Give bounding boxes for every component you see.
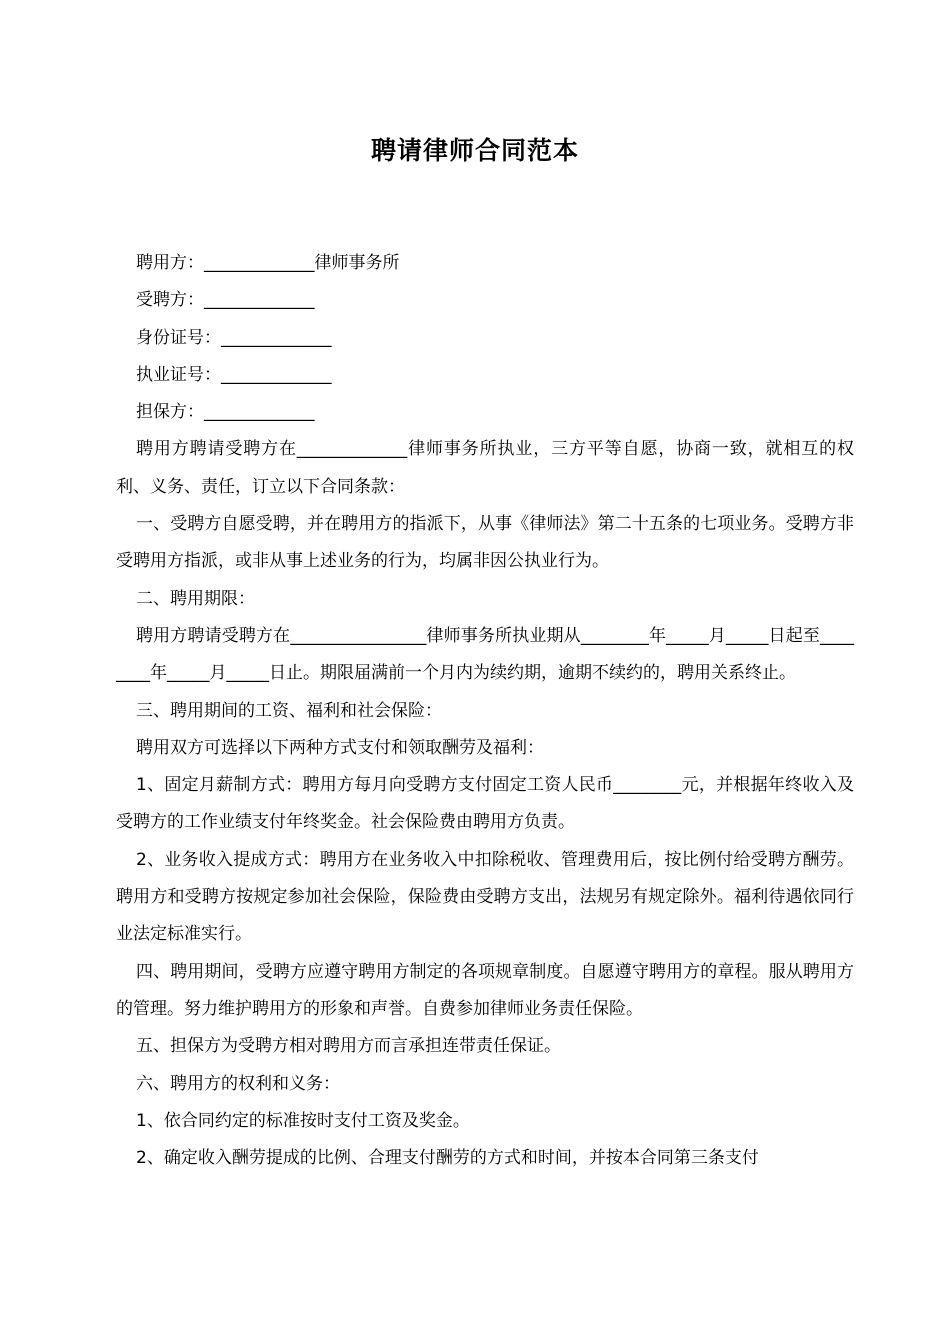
party-guarantor-line: 担保方：_____________ bbox=[136, 402, 315, 423]
id-number-line: 身份证号：_____________ bbox=[136, 327, 332, 348]
clause-3-intro: 聘用双方可选择以下两种方式支付和领取酬劳及福利： bbox=[136, 737, 544, 758]
license-number-line: 执业证号：_____________ bbox=[136, 364, 332, 385]
preamble-paragraph: 聘用方聘请受聘方在_____________律师事务所执业，三方平等自愿，协商一致，就相互的权利、义务、责任，订立以下合同条款： bbox=[116, 439, 854, 497]
clause-2-paragraph: 聘用方聘请受聘方在________________律师事务所执业期从________年_____月_____日起至________年_____月_____日止。期限届满前一个月内为续约期，逾期不续约的，聘用关系终止。 bbox=[116, 625, 854, 684]
party-employer-line: 聘用方：_____________律师事务所 bbox=[136, 253, 400, 273]
clause-4-paragraph: 四、聘用期间，受聘方应遵守聘用方制定的各项规章制度。自愿遵守聘用方的章程。服从聘用方的管理。努力维护聘用方的形象和声誉。自费参加律师业务责任保险。 bbox=[116, 961, 854, 1019]
clause-5-paragraph: 五、担保方为受聘方相对聘用方而言承担连带责任保证。 bbox=[136, 1036, 561, 1057]
clause-3-heading: 三、聘用期间的工资、福利和社会保险： bbox=[136, 700, 442, 721]
party-employee-line: 受聘方：_____________ bbox=[136, 290, 315, 311]
clause-3-item-1: 1、固定月薪制方式：聘用方每月向受聘方支付固定工资人民币________元，并根据年终收入及受聘方的工作业绩支付年终奖金。社会保险费由聘用方负责。 bbox=[116, 775, 854, 833]
clause-1-paragraph: 一、受聘方自愿受聘，并在聘用方的指派下，从事《律师法》第二十五条的七项业务。受聘方非受聘用方指派，或非从事上述业务的行为，均属非因公执业行为。 bbox=[116, 514, 854, 572]
clause-6-item-2: 2、确定收入酬劳提成的比例、合理支付酬劳的方式和时间，并按本合同第三条支付 bbox=[136, 1148, 759, 1169]
document-body bbox=[116, 245, 854, 1177]
clause-3-item-2: 2、业务收入提成方式：聘用方在业务收入中扣除税收、管理费用后，按比例付给受聘方酬劳。聘用方和受聘方按规定参加社会保险，保险费由受聘方支出，法规另有规定除外。福利待遇依同行业法定标准实行。 bbox=[116, 849, 854, 945]
clause-2-heading: 二、聘用期限： bbox=[136, 588, 255, 609]
clause-6-heading: 六、聘用方的权利和义务： bbox=[136, 1073, 340, 1094]
document-title: 聘请律师合同范本 bbox=[370, 136, 579, 165]
clause-6-item-1: 1、依合同约定的标准按时支付工资及奖金。 bbox=[136, 1110, 470, 1131]
